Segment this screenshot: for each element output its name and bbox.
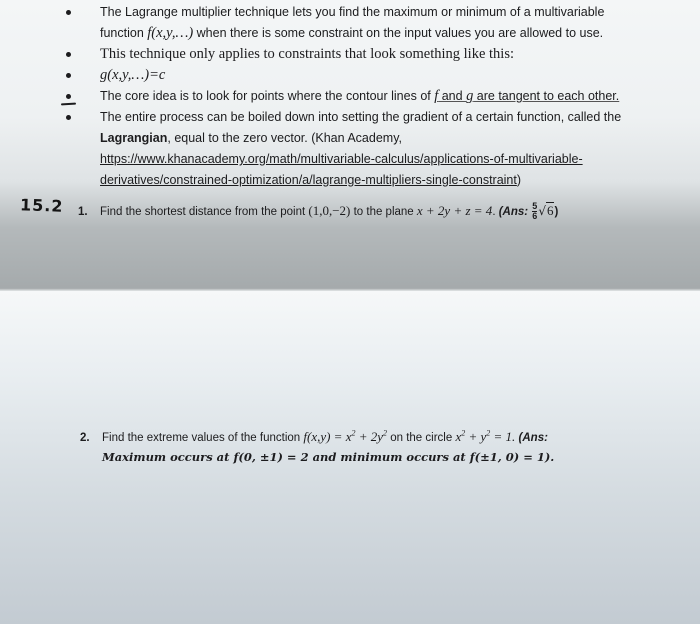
point-coordinates: (1,0,−2) bbox=[308, 203, 351, 218]
problem-2: 2. Find the extreme values of the function $f(x,y) = x^2 + 2y^2$ on the circle $x^2 + y^2 = 1$. (Ans: Maximum occurs at f(0, ±1) = 2 and minimum occurs at f(±1, 0) = 1). bbox=[80, 427, 680, 467]
bullet-icon bbox=[66, 73, 71, 78]
answer-label: (Ans: bbox=[498, 206, 532, 218]
note-text: The Lagrange multiplier technique lets you find the maximum or minimum of a multivariable bbox=[100, 5, 605, 19]
sqrt-icon: √ bbox=[538, 204, 546, 218]
answer-label: (Ans: bbox=[518, 432, 548, 444]
bullet-icon bbox=[66, 52, 71, 57]
khan-academy-link[interactable]: https://www.khanacademy.org/math/multivariable-calculus/applications-of-multivariable- bbox=[100, 152, 583, 166]
answer-radicand: 6 bbox=[546, 203, 554, 218]
plane-equation: x + 2y + z = 4 bbox=[416, 203, 493, 218]
note-lagrangian: The entire process can be boiled down into setting the gradient of a certain function, called the Lagrangian, equal to the zero vector. (Khan Academy, https://www.khanacademy.org/math/multivariable-calculus/applications-of-multivariable- derivatives/constrained-optimization/a/lagrange-multipliers-single-constraint) bbox=[58, 107, 678, 191]
bullet-icon bbox=[66, 10, 71, 15]
handwritten-section-number: 15.2 bbox=[19, 195, 64, 216]
function-expression: f(x,y,…) bbox=[147, 25, 194, 41]
note-constraint-form bbox=[58, 44, 678, 65]
circle-equation: $x^2 + y^2 = 1$. bbox=[455, 428, 519, 444]
note-core-idea bbox=[58, 86, 678, 107]
bullet-icon bbox=[66, 94, 71, 99]
handwritten-underline-mark bbox=[61, 103, 76, 106]
bullet-icon bbox=[66, 115, 71, 120]
notes-list bbox=[58, 2, 678, 191]
note-text: The entire process can be boiled down into setting the gradient of a certain function, called the bbox=[100, 110, 622, 124]
page-edge bbox=[0, 288, 700, 291]
answer-text: Maximum occurs at f(0, ±1) = 2 and minimum occurs at f(±1, 0) = 1). bbox=[102, 450, 555, 464]
note-lagrange-intro bbox=[58, 2, 678, 44]
underlined-phrase: f and g are tangent to each other. bbox=[434, 88, 620, 104]
lagrangian-term: Lagrangian bbox=[100, 131, 168, 145]
constraint-expression: g(x,y,…)=c bbox=[100, 67, 166, 83]
note-constraint-equation bbox=[58, 65, 678, 86]
answer-fraction: $\frac{5}{6}$ bbox=[532, 201, 538, 222]
khan-academy-link-continued[interactable]: derivatives/constrained-optimization/a/lagrange-multipliers-single-constraint bbox=[100, 173, 517, 187]
function-definition: $f(x,y) = x^2 + 2y^2$ bbox=[303, 428, 388, 444]
note-text: This technique only applies to constraints that look something like this: bbox=[100, 46, 515, 62]
note-text: function bbox=[100, 26, 148, 40]
note-text: The core idea is to look for points where the contour lines of bbox=[100, 89, 435, 103]
problem-1: 1. Find the shortest distance from the point (1,0,−2) to the plane x + 2y + z = 4. (Ans: $\frac{5}{6}$ √6) bbox=[78, 201, 559, 222]
note-text: when there is some constraint on the input values you are allowed to use. bbox=[193, 26, 604, 40]
problem-number: 1. bbox=[78, 206, 88, 218]
problem-number: 2. bbox=[80, 432, 90, 444]
note-text: , equal to the zero vector. (Khan Academy, bbox=[167, 131, 403, 145]
